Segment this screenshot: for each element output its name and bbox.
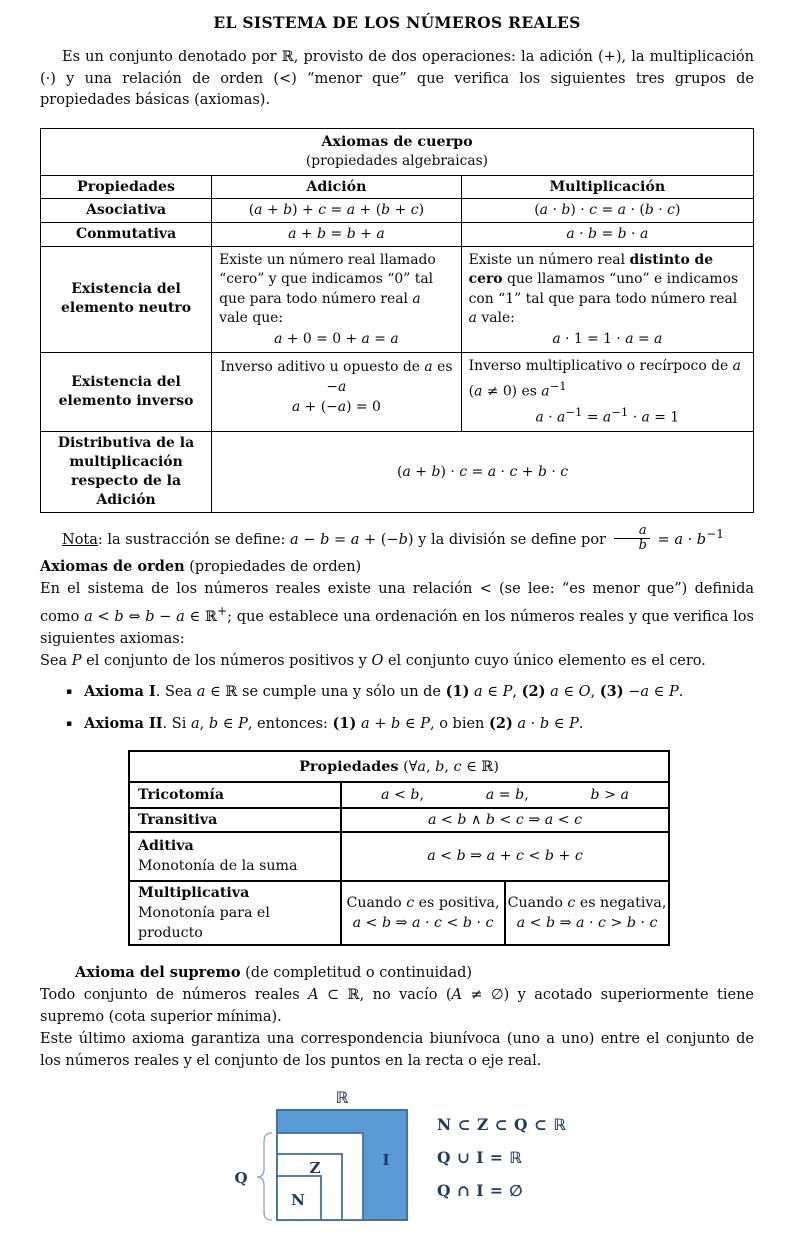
inverso-adicion-cell bbox=[212, 353, 462, 432]
formula-subsets: N ⊂ Z ⊂ Q ⊂ ℝ bbox=[437, 1114, 567, 1134]
distributiva-label: Distributiva de la multiplicación respecto de la Adición bbox=[41, 431, 212, 512]
inverso-label: Existencia del elemento inverso bbox=[41, 353, 212, 432]
aditiva-formula: a < b ⇒ a + c < b + c bbox=[341, 832, 669, 881]
label-integers: Z bbox=[309, 1158, 321, 1177]
table1-caption-row bbox=[41, 128, 754, 175]
number-sets-diagram bbox=[40, 1078, 754, 1246]
bullet-square-icon: ▪ bbox=[66, 718, 73, 729]
asociativa-adicion-formula: (a + b) + c = a + (b + c) bbox=[212, 198, 462, 222]
label-irrationals: I bbox=[382, 1150, 390, 1169]
row-multiplicativa bbox=[129, 881, 669, 945]
conmutativa-adicion-formula: a + b = b + a bbox=[212, 222, 462, 246]
table2-title: Propiedades (∀a, b, c ∈ ℝ) bbox=[129, 751, 669, 782]
label-reals: ℝ bbox=[335, 1087, 349, 1107]
conmutativa-multiplicacion-formula: a · b = b · a bbox=[461, 222, 753, 246]
transitiva-formula: a < b ∧ b < c ⇒ a < c bbox=[341, 808, 669, 832]
orden-paragraph-1: En el sistema de los números reales existe una relación < (se lee: “es menor que”) definida como a < b ⇔ b − a ∈ ℝ+; que establece una ordenación en los números reales y que verifica los siguientes axiomas: bbox=[40, 580, 754, 647]
axioma-1-item bbox=[66, 682, 754, 704]
multiplicativa-positive-case: Cuando c es positiva, a < b ⇒ a · c < b · c bbox=[341, 881, 505, 945]
neutro-multiplicacion-cell bbox=[461, 246, 753, 353]
axioma-1-text: Axioma I. Sea a ∈ ℝ se cumple una y sólo un de (1) a ∈ P, (2) a ∈ O, (3) −a ∈ P. bbox=[84, 682, 684, 700]
label-naturals: N bbox=[291, 1190, 305, 1209]
asociativa-label: Asociativa bbox=[41, 198, 212, 222]
orden-paragraph-2: Sea P el conjunto de los números positivos y O el conjunto cuyo único elemento es el cero. bbox=[40, 652, 706, 669]
multiplicativa-label-cell bbox=[129, 881, 341, 945]
row-distributiva bbox=[41, 431, 754, 512]
inverso-multiplicacion-formula: $a \cdot a^{-1} = a^{-1} \cdot a = 1$ bbox=[535, 404, 680, 426]
axiomas-orden-heading: Axiomas de orden (propiedades de orden) bbox=[40, 557, 362, 575]
column-header-propiedades: Propiedades bbox=[41, 175, 212, 198]
multiplicativa-negative-case: Cuando c es negativa, a < b ⇒ a · c > b · c bbox=[505, 881, 669, 945]
row-elemento-inverso bbox=[41, 353, 754, 432]
table1-subtitle: (propiedades algebraicas) bbox=[305, 152, 489, 169]
column-header-adicion: Adición bbox=[212, 175, 462, 198]
neutro-multiplicacion-formula: a · 1 = 1 · a = a bbox=[552, 330, 663, 347]
axioma-supremo-heading: Axioma del supremo (de completitud o continuidad) bbox=[75, 963, 473, 981]
row-transitiva bbox=[129, 808, 669, 832]
aditiva-label-cell bbox=[129, 832, 341, 881]
tricotomia-case-3: b > a bbox=[590, 786, 630, 803]
conmutativa-label: Conmutativa bbox=[41, 222, 212, 246]
tricotomia-case-2: a = b, bbox=[485, 786, 529, 803]
formula-union: Q ∪ I = ℝ bbox=[437, 1147, 523, 1167]
aditiva-sublabel: Monotonía de la suma bbox=[138, 858, 298, 875]
page-title: EL SISTEMA DE LOS NÚMEROS REALES bbox=[213, 13, 581, 32]
formula-intersection: Q ∩ I = ∅ bbox=[437, 1180, 524, 1200]
axiomas-de-cuerpo-table bbox=[40, 128, 754, 513]
row-asociativa bbox=[41, 198, 754, 222]
supremo-paragraph-1: Todo conjunto de números reales A ⊂ ℝ, no vacío (A ≠ ∅) y acotado superiormente tiene supremo (cota superior mínima). bbox=[40, 986, 754, 1025]
bullet-square-icon: ▪ bbox=[66, 686, 73, 697]
axioma-2-text: Axioma II. Si a, b ∈ P, entonces: (1) a + b ∈ P, o bien (2) a · b ∈ P. bbox=[84, 714, 584, 732]
row-aditiva bbox=[129, 832, 669, 881]
table1-caption bbox=[41, 128, 754, 175]
table1-title: Axiomas de cuerpo bbox=[321, 133, 473, 150]
inverso-multiplicacion-cell bbox=[461, 353, 753, 432]
row-tricotomia bbox=[129, 782, 669, 808]
neutro-adicion-text: Existe un número real llamado “cero” y que indicamos “0” tal que para todo número real a vale que: bbox=[219, 251, 436, 326]
multiplicativa-sublabel: Monotonía para el producto bbox=[138, 904, 270, 941]
label-rationals: Q bbox=[234, 1168, 248, 1187]
distributiva-formula: (a + b) · c = a · c + b · c bbox=[212, 431, 754, 512]
intro-paragraph: Es un conjunto denotado por ℝ, provisto de dos operaciones: la adición (+), la multiplicación (·) y una relación de orden (<) “menor que” que verifica los siguientes tres grupos de propiedades básicas (axiomas). bbox=[40, 49, 754, 108]
table2-caption-row bbox=[129, 751, 669, 782]
multiplicativa-label: Multiplicativa bbox=[138, 884, 250, 901]
transitiva-label: Transitiva bbox=[129, 808, 341, 832]
tricotomia-case-1: a < b, bbox=[381, 786, 424, 803]
column-header-multiplicacion: Multiplicación bbox=[461, 175, 753, 198]
aditiva-label: Aditiva bbox=[138, 838, 194, 855]
row-elemento-neutro bbox=[41, 246, 754, 353]
neutro-adicion-formula: a + 0 = 0 + a = a bbox=[274, 330, 399, 347]
tricotomia-label: Tricotomía bbox=[129, 782, 341, 808]
asociativa-multiplicacion-formula: (a · b) · c = a · (b · c) bbox=[461, 198, 753, 222]
row-conmutativa bbox=[41, 222, 754, 246]
axioma-2-item bbox=[66, 714, 754, 736]
inverso-adicion-formula: a + (−a) = 0 bbox=[291, 399, 381, 415]
tricotomia-content bbox=[341, 782, 669, 808]
supremo-paragraph-2: Este último axioma garantiza una correspondencia biunívoca (uno a uno) entre el conjunto de los números reales y el conjunto de los puntos en la recta o eje real. bbox=[40, 1030, 754, 1069]
neutro-multiplicacion-text: Existe un número real distinto de cero que llamamos “uno” e indicamos con “1” tal que para todo número real a vale: bbox=[468, 251, 739, 326]
q-brace bbox=[257, 1133, 272, 1220]
inverso-adicion-text: Inverso aditivo u opuesto de a es −a bbox=[220, 359, 453, 395]
inverso-multiplicacion-text: Inverso multiplicativo o recírpoco de a (a ≠ 0) es $a^{-1}$ bbox=[468, 358, 741, 400]
neutro-adicion-cell bbox=[212, 246, 462, 353]
neutro-label: Existencia del elemento neutro bbox=[41, 246, 212, 353]
table1-header-row bbox=[41, 175, 754, 198]
nota-line: Nota: la sustracción se define: a − b = a + (−b) y la división se define por $\frac{a}{b}$ = $a \cdot b^{-1}$ bbox=[62, 523, 724, 554]
propiedades-orden-table bbox=[128, 750, 670, 946]
